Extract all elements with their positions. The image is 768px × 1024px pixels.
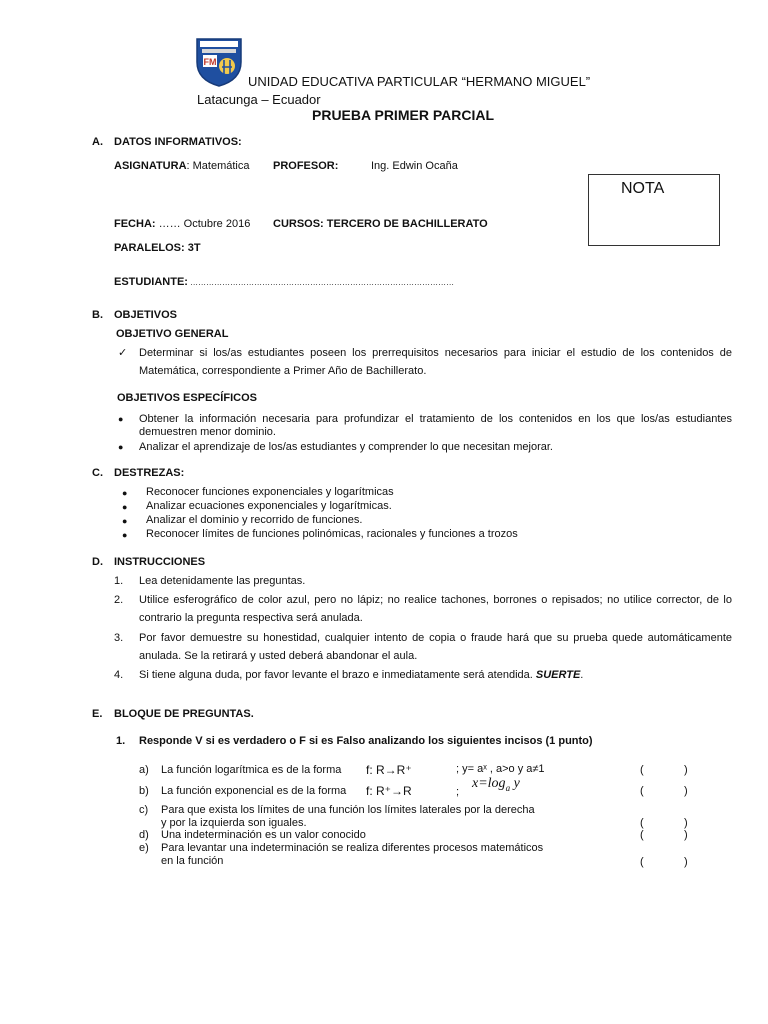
asignatura-value: : Matemática — [186, 160, 250, 172]
grade-box — [588, 174, 720, 246]
estudiante-row — [114, 276, 454, 288]
section-e-heading: BLOQUE DE PREGUNTAS. — [114, 708, 254, 720]
item-letter: a) — [139, 764, 149, 776]
instruction-number: 4. — [114, 669, 124, 681]
estudiante-label: ESTUDIANTE: — [114, 276, 188, 288]
answer-paren-close: ) — [684, 785, 688, 797]
section-b-heading: OBJETIVOS — [114, 309, 177, 321]
profesor-value: Ing. Edwin Ocaña — [371, 160, 458, 172]
bullet-icon: ● — [122, 530, 128, 540]
section-d-heading: INSTRUCCIONES — [114, 556, 206, 568]
instruction-3: Por favor demuestre su honestidad, cualquier intento de copia o fraude hará que su prueba quede automáticamente anulada. Se la retirará y usted deberá abandonar el aula. — [139, 632, 732, 662]
item-a-formula: f: R→R⁺ — [366, 763, 412, 777]
bullet-icon: ● — [118, 442, 124, 452]
specific-objectives-heading: OBJETIVOS ESPECÍFICOS — [117, 392, 257, 404]
question-1-number: 1. — [116, 735, 126, 747]
item-b-text: La función exponencial es de la forma — [161, 785, 347, 797]
section-d-letter: D. — [92, 556, 103, 568]
exam-title: PRUEBA PRIMER PARCIAL — [312, 107, 495, 123]
skill-item: Reconocer funciones exponenciales y logarítmicas — [146, 486, 394, 498]
specific-objective-1: Obtener la información necesaria para profundizar el tratamiento de los contenidos en los que los/as estudiantes demuestren menor dominio. — [139, 413, 732, 438]
bullet-icon: ● — [122, 502, 128, 512]
log-formula-main: x=log — [472, 776, 506, 791]
instruction-4 — [139, 669, 583, 681]
item-a-extra: ; y= aˣ , a>o y a≠1 — [456, 763, 545, 775]
school-location: Latacunga – Ecuador — [197, 92, 321, 107]
item-e-text-1: Para levantar una indeterminación se realiza diferentes procesos matemáticos — [161, 842, 544, 854]
item-a-text: La función logarítmica es de la forma — [161, 764, 342, 776]
item-b-formula: f: R⁺→R — [366, 784, 412, 798]
log-formula-arg: y — [510, 776, 520, 791]
log-formula — [472, 776, 520, 793]
section-e-letter: E. — [92, 708, 103, 720]
general-objective-heading: OBJETIVO GENERAL — [116, 328, 229, 340]
skill-item: Analizar ecuaciones exponenciales y logarítmicas. — [146, 500, 392, 512]
asignatura-row — [114, 160, 249, 172]
section-a-heading: DATOS INFORMATIVOS: — [114, 136, 242, 148]
item-letter: c) — [139, 804, 149, 816]
answer-paren-open: ( — [640, 785, 644, 797]
instruction-number: 2. — [114, 594, 124, 606]
instruction-4-suerte: SUERTE — [535, 669, 581, 681]
general-objective-text: Determinar si los/as estudiantes poseen los prerrequisitos necesarios para iniciar el estudio de los contenidos de Matemática, correspondiente a Primer Año de Bachillerato. — [139, 347, 732, 377]
item-letter: d) — [139, 829, 149, 841]
section-c-heading: DESTREZAS: — [114, 467, 185, 479]
instruction-4-text: Si tiene alguna duda, por favor levante el brazo e inmediatamente será atendida. — [139, 669, 536, 681]
answer-paren-open: ( — [640, 764, 644, 776]
school-logo — [194, 36, 244, 88]
item-e-text-2: en la función — [161, 855, 224, 867]
section-b-letter: B. — [92, 309, 103, 321]
instruction-1: Lea detenidamente las preguntas. — [139, 575, 306, 587]
answer-paren-close: ) — [684, 856, 688, 868]
item-letter: b) — [139, 785, 149, 797]
item-d-text: Una indeterminación es un valor conocido — [161, 829, 366, 841]
answer-paren-open: ( — [640, 829, 644, 841]
answer-paren-open: ( — [640, 817, 644, 829]
fecha-value: …… Octubre 2016 — [155, 218, 251, 230]
item-c-text-2: y por la izquierda son iguales. — [161, 817, 307, 829]
fecha-label: FECHA: — [114, 218, 156, 230]
bullet-icon: ● — [122, 516, 128, 526]
logo-letters: FM — [203, 57, 217, 67]
bullet-icon: ● — [122, 488, 128, 498]
instruction-number: 3. — [114, 632, 124, 644]
answer-paren-close: ) — [684, 829, 688, 841]
section-a-letter: A. — [92, 136, 103, 148]
section-c-letter: C. — [92, 467, 103, 479]
specific-objective-2: Analizar el aprendizaje de los/as estudiantes y comprender lo que necesitan mejorar. — [139, 441, 553, 453]
school-name: UNIDAD EDUCATIVA PARTICULAR “HERMANO MIGUEL” — [248, 74, 591, 89]
grade-label: NOTA — [621, 180, 665, 197]
answer-paren-open: ( — [640, 856, 644, 868]
asignatura-label: ASIGNATURA — [114, 160, 187, 172]
item-letter: e) — [139, 842, 149, 854]
instruction-number: 1. — [114, 575, 124, 587]
skill-item: Analizar el dominio y recorrido de funciones. — [146, 514, 363, 526]
estudiante-line: ……………………………………………………………………………………… — [187, 278, 455, 287]
question-1-text: Responde V si es verdadero o F si es Falso analizando los siguientes incisos (1 punto) — [139, 735, 593, 747]
item-b-extra: ; — [456, 786, 460, 798]
instruction-4-end: . — [580, 669, 584, 681]
skill-item: Reconocer límites de funciones polinómicas, racionales y funciones a trozos — [146, 528, 518, 540]
profesor-label: PROFESOR: — [273, 160, 339, 172]
cursos-label: CURSOS: TERCERO DE BACHILLERATO — [273, 218, 488, 230]
answer-paren-close: ) — [684, 764, 688, 776]
fecha-row — [114, 218, 250, 230]
instruction-2: Utilice esferográfico de color azul, pero no lápiz; no realice tachones, borrones o repisados; no utilice corrector, de lo contrario la pregunta respectiva será anulada. — [139, 594, 732, 624]
answer-paren-close: ) — [684, 817, 688, 829]
check-icon: ✓ — [118, 347, 128, 359]
item-c-text-1: Para que exista los límites de una función los límites laterales por la derecha — [161, 804, 535, 816]
bullet-icon: ● — [118, 414, 124, 424]
paralelos-label: PARALELOS: 3T — [114, 242, 201, 254]
log-formula-base: a — [505, 782, 511, 793]
